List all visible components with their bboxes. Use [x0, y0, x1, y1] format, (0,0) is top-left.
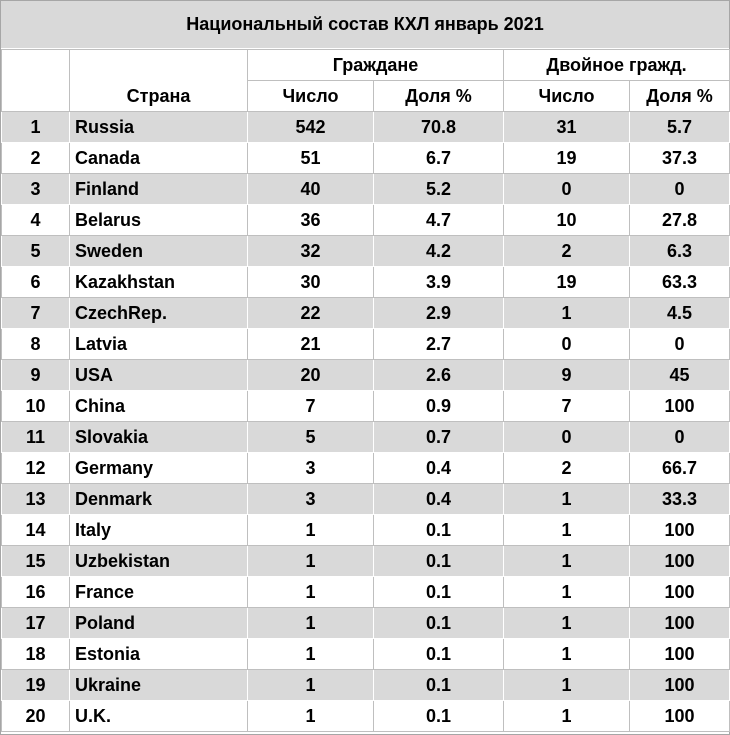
dual-share-cell: 6.3: [630, 236, 730, 267]
dual-share-cell: 0: [630, 174, 730, 205]
dual-citizenship-group-header: Двойное гражд.: [504, 50, 730, 81]
table-body: [2, 112, 730, 732]
table-row: [2, 267, 730, 298]
table-row: [2, 298, 730, 329]
country-cell: Canada: [70, 143, 248, 174]
dual-count-cell: 1: [504, 577, 630, 608]
citizens-share-cell: 2.9: [374, 298, 504, 329]
citizens-share-cell: 0.1: [374, 608, 504, 639]
rank-cell: 13: [2, 484, 70, 515]
citizens-share-cell: 0.1: [374, 670, 504, 701]
citizens-share-cell: 0.4: [374, 453, 504, 484]
dual-share-cell: 100: [630, 639, 730, 670]
citizens-share-cell: 2.7: [374, 329, 504, 360]
dual-count-cell: 19: [504, 143, 630, 174]
table-row: [2, 329, 730, 360]
country-cell: Belarus: [70, 205, 248, 236]
country-header: Страна: [70, 50, 248, 112]
table-row: [2, 701, 730, 732]
dual-share-cell: 100: [630, 577, 730, 608]
dual-share-cell: 100: [630, 701, 730, 732]
table-row: [2, 391, 730, 422]
country-cell: Sweden: [70, 236, 248, 267]
citizens-count-header: Число: [248, 81, 374, 112]
country-cell: USA: [70, 360, 248, 391]
citizens-count-cell: 7: [248, 391, 374, 422]
citizens-count-cell: 1: [248, 608, 374, 639]
country-cell: Ukraine: [70, 670, 248, 701]
citizens-count-cell: 5: [248, 422, 374, 453]
dual-count-cell: 1: [504, 484, 630, 515]
dual-count-cell: 2: [504, 453, 630, 484]
table-row: [2, 174, 730, 205]
dual-count-cell: 1: [504, 546, 630, 577]
rank-cell: 5: [2, 236, 70, 267]
citizens-count-cell: 1: [248, 670, 374, 701]
dual-count-cell: 10: [504, 205, 630, 236]
country-cell: Russia: [70, 112, 248, 143]
dual-count-header: Число: [504, 81, 630, 112]
citizens-count-cell: 51: [248, 143, 374, 174]
dual-share-cell: 33.3: [630, 484, 730, 515]
dual-share-cell: 100: [630, 391, 730, 422]
dual-share-cell: 27.8: [630, 205, 730, 236]
table-row: [2, 546, 730, 577]
citizens-count-cell: 21: [248, 329, 374, 360]
citizens-count-cell: 1: [248, 515, 374, 546]
citizens-share-header: Доля %: [374, 81, 504, 112]
citizens-count-cell: 1: [248, 639, 374, 670]
table-row: [2, 515, 730, 546]
citizens-share-cell: 0.4: [374, 484, 504, 515]
citizens-share-cell: 0.1: [374, 515, 504, 546]
rank-cell: 3: [2, 174, 70, 205]
table-row: [2, 143, 730, 174]
citizens-share-cell: 0.1: [374, 577, 504, 608]
rank-cell: 8: [2, 329, 70, 360]
dual-share-cell: 100: [630, 608, 730, 639]
citizens-count-cell: 1: [248, 546, 374, 577]
rank-cell: 4: [2, 205, 70, 236]
dual-share-cell: 100: [630, 546, 730, 577]
dual-count-cell: 0: [504, 174, 630, 205]
citizens-count-cell: 3: [248, 484, 374, 515]
rank-cell: 7: [2, 298, 70, 329]
country-cell: China: [70, 391, 248, 422]
citizens-count-cell: 3: [248, 453, 374, 484]
country-cell: Uzbekistan: [70, 546, 248, 577]
dual-count-cell: 0: [504, 329, 630, 360]
citizens-count-cell: 22: [248, 298, 374, 329]
rank-cell: 6: [2, 267, 70, 298]
table-row: [2, 484, 730, 515]
rank-cell: 16: [2, 577, 70, 608]
dual-share-cell: 0: [630, 329, 730, 360]
dual-share-cell: 100: [630, 515, 730, 546]
citizens-count-cell: 1: [248, 577, 374, 608]
table-row: [2, 608, 730, 639]
country-cell: Italy: [70, 515, 248, 546]
citizens-share-cell: 4.2: [374, 236, 504, 267]
table-title: Национальный состав КХЛ январь 2021: [1, 1, 729, 49]
citizens-count-cell: 40: [248, 174, 374, 205]
country-cell: U.K.: [70, 701, 248, 732]
dual-share-cell: 37.3: [630, 143, 730, 174]
country-cell: Germany: [70, 453, 248, 484]
citizens-share-cell: 2.6: [374, 360, 504, 391]
dual-share-cell: 45: [630, 360, 730, 391]
rank-cell: 15: [2, 546, 70, 577]
dual-count-cell: 1: [504, 701, 630, 732]
citizens-share-cell: 0.1: [374, 546, 504, 577]
country-cell: Finland: [70, 174, 248, 205]
dual-count-cell: 2: [504, 236, 630, 267]
dual-share-cell: 0: [630, 422, 730, 453]
dual-count-cell: 1: [504, 298, 630, 329]
dual-count-cell: 1: [504, 670, 630, 701]
rank-cell: 17: [2, 608, 70, 639]
dual-count-cell: 1: [504, 515, 630, 546]
rank-cell: 11: [2, 422, 70, 453]
table-row: [2, 112, 730, 143]
rank-cell: 18: [2, 639, 70, 670]
dual-share-cell: 66.7: [630, 453, 730, 484]
dual-count-cell: 9: [504, 360, 630, 391]
citizens-count-cell: 20: [248, 360, 374, 391]
citizens-count-cell: 30: [248, 267, 374, 298]
dual-count-cell: 7: [504, 391, 630, 422]
citizens-share-cell: 6.7: [374, 143, 504, 174]
rank-cell: 19: [2, 670, 70, 701]
rank-cell: 9: [2, 360, 70, 391]
citizens-share-cell: 70.8: [374, 112, 504, 143]
dual-share-cell: 100: [630, 670, 730, 701]
country-cell: Denmark: [70, 484, 248, 515]
citizens-count-cell: 36: [248, 205, 374, 236]
rank-cell: 14: [2, 515, 70, 546]
rank-cell: 12: [2, 453, 70, 484]
dual-count-cell: 31: [504, 112, 630, 143]
rank-cell: 10: [2, 391, 70, 422]
country-cell: Latvia: [70, 329, 248, 360]
table-row: [2, 422, 730, 453]
citizens-share-cell: 0.9: [374, 391, 504, 422]
rank-cell: 20: [2, 701, 70, 732]
dual-share-cell: 63.3: [630, 267, 730, 298]
citizens-count-cell: 1: [248, 701, 374, 732]
rank-cell: 1: [2, 112, 70, 143]
country-cell: France: [70, 577, 248, 608]
table-row: [2, 639, 730, 670]
citizens-group-header: Граждане: [248, 50, 504, 81]
table-row: [2, 205, 730, 236]
citizens-share-cell: 0.1: [374, 639, 504, 670]
dual-share-cell: 5.7: [630, 112, 730, 143]
dual-count-cell: 0: [504, 422, 630, 453]
table-row: [2, 670, 730, 701]
dual-share-cell: 4.5: [630, 298, 730, 329]
table-row: [2, 236, 730, 267]
citizens-share-cell: 0.7: [374, 422, 504, 453]
nationality-table: [1, 49, 730, 732]
citizens-share-cell: 3.9: [374, 267, 504, 298]
dual-count-cell: 1: [504, 608, 630, 639]
dual-count-cell: 19: [504, 267, 630, 298]
table-row: [2, 577, 730, 608]
country-cell: Slovakia: [70, 422, 248, 453]
table-row: [2, 360, 730, 391]
rank-cell: 2: [2, 143, 70, 174]
country-cell: Kazakhstan: [70, 267, 248, 298]
dual-count-cell: 1: [504, 639, 630, 670]
citizens-share-cell: 5.2: [374, 174, 504, 205]
dual-share-header: Доля %: [630, 81, 730, 112]
country-cell: Estonia: [70, 639, 248, 670]
citizens-count-cell: 32: [248, 236, 374, 267]
citizens-share-cell: 0.1: [374, 701, 504, 732]
table-row: [2, 453, 730, 484]
citizens-share-cell: 4.7: [374, 205, 504, 236]
rank-header: [2, 50, 70, 112]
country-cell: CzechRep.: [70, 298, 248, 329]
citizens-count-cell: 542: [248, 112, 374, 143]
country-cell: Poland: [70, 608, 248, 639]
